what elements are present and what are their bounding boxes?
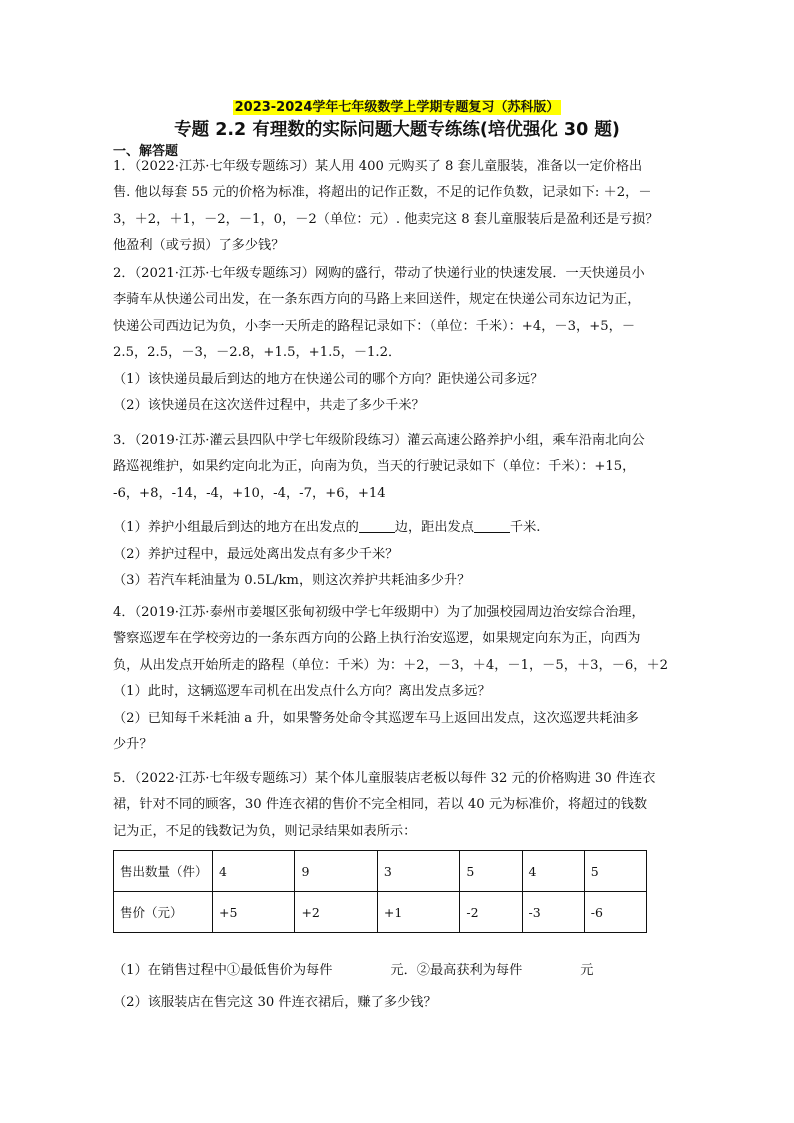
- table-cell: -3: [522, 892, 584, 933]
- q5-sub-question-2: （2）该服装店在售完这 30 件连衣裙后，赚了多少钱？: [113, 995, 437, 1011]
- table-row: [114, 892, 647, 933]
- q3-sub-question-2: （2）养护过程中，最远处离出发点有多少千米？: [113, 546, 399, 562]
- table-cell: 9: [295, 851, 377, 892]
- header-banner: [0, 96, 794, 115]
- q3-line: -6，+8，-14，-4，+10，-4，-7，+6，+14: [113, 485, 386, 501]
- table-cell: -2: [460, 892, 522, 933]
- table-cell: 5: [584, 851, 646, 892]
- q3-sub1-text-c: 千米.: [509, 520, 541, 536]
- q2-line: 李骑车从快递公司出发，在一条东西方向的马路上来回送件，规定在快递公司东边记为正，: [113, 292, 641, 308]
- q3-sub-question-1: [113, 515, 686, 541]
- section-heading: 一、解答题: [113, 144, 179, 159]
- q2-line: 2.5，2.5，－3，－2.8，+1.5，+1.5，－1.2．: [113, 345, 402, 361]
- table-cell: +1: [377, 892, 459, 933]
- q3-sub1-text-b: 边，距出发点: [394, 520, 474, 536]
- q5-line: 裙，针对不同的顾客，30 件连衣裙的售价不完全相同，若以 40 元为标准价，将超过的钱数: [113, 797, 648, 813]
- table-cell: 售出数量（件）: [114, 851, 213, 892]
- q2-line: 快递公司西边记为负，小李一天所走的路程记录如下：（单位：千米）：+4，－3，+5，－: [113, 318, 636, 334]
- q5-sub1-text-c: 元: [580, 963, 594, 978]
- table-cell: 售价（元）: [114, 892, 213, 933]
- header-banner-text: 2023-2024学年七年级数学上学期专题复习（苏科版）: [234, 100, 560, 115]
- q3-sub-question-3: （3）若汽车耗油量为 0.5L/km，则这次养护共耗油多少升？: [113, 573, 471, 589]
- page-title: 专题 2.2 有理数的实际问题大题专练练(培优强化 30 题): [174, 120, 620, 140]
- q5-sub1-text-a: （1）在销售过程中①最低售价为每件: [113, 963, 333, 978]
- table-row: [114, 851, 647, 892]
- q1-line: 售. 他以每套 55 元的价格为标准，将超出的记作正数，不足的记作负数，记录如下: ＋2，－: [113, 185, 652, 201]
- answer-blank: [474, 518, 510, 533]
- table-cell: 5: [460, 851, 522, 892]
- question-3: [113, 428, 686, 594]
- table-cell: 4: [213, 851, 295, 892]
- question-2: [113, 261, 686, 419]
- q2-sub-question: （1）该快递员最后到达的地方在快递公司的哪个方向？距快递公司多远？: [113, 371, 544, 387]
- q4-line: 负，从出发点开始所走的路程（单位：千米）为：＋2，－3，＋4，－1，－5，＋3，－6，＋2: [113, 657, 669, 673]
- q1-line: 他盈利（或亏损）了多少钱？: [113, 238, 285, 254]
- q3-sub1-text-a: （1）养护小组最后到达的地方在出发点的: [113, 520, 359, 536]
- table-cell: +2: [295, 892, 377, 933]
- q1-line: 1．（2022·江苏·七年级专题练习）某人用 400 元购买了 8 套儿童服装，准备以一定价格出: [113, 159, 643, 174]
- q2-line: 2．（2021·江苏·七年级专题练习）网购的盛行，带动了快递行业的快速发展．一天快递员小: [113, 266, 645, 281]
- q4-sub-question: （2）已知每千米耗油 a 升，如果警务处命令其巡逻车马上返回出发点，这次巡逻共耗油多: [113, 710, 639, 726]
- table-cell: 3: [377, 851, 459, 892]
- q1-line: 3，＋2，＋1，－2，－1，0，－2（单位：元）. 他卖完这 8 套儿童服装后是盈利还是亏损？: [113, 211, 659, 227]
- table-cell: -6: [584, 892, 646, 933]
- q4-line: 4．（2019·江苏·泰州市姜堰区张甸初级中学七年级期中）为了加强校园周边治安综合治理，: [113, 605, 645, 620]
- answer-blank: [359, 518, 395, 533]
- question-4: [113, 600, 686, 758]
- question-1: [113, 154, 686, 260]
- table-cell: +5: [213, 892, 295, 933]
- table-cell: 4: [522, 851, 584, 892]
- q5-line: 记为正，不足的钱数记为负，则记录结果如表所示：: [113, 823, 417, 839]
- q5-line: 5．（2022·江苏·七年级专题练习）某个体儿童服装店老板以每件 32 元的价格购进 30 件连衣: [113, 771, 656, 786]
- q5-sub1-text-b: 元．②最高获利为每件: [390, 963, 523, 978]
- q2-sub-question: （2）该快递员在这次送件过程中，共走了多少千米？: [113, 398, 425, 414]
- q4-sub-question: （1）此时，这辆巡逻车司机在出发点什么方向？离出发点多远？: [113, 684, 491, 700]
- q3-line: 3．（2019·江苏·灌云县四队中学七年级阶段练习）灌云高速公路养护小组，乘车沿南北向公: [113, 433, 645, 448]
- sales-table: [113, 850, 647, 933]
- q4-line: 警察巡逻车在学校旁边的一条东西方向的公路上执行治安巡逻，如果规定向东为正，向西为: [113, 631, 641, 647]
- q5-sub-question-1: [113, 958, 686, 984]
- question-5-subs: [113, 958, 686, 1017]
- question-5: [113, 766, 686, 845]
- q4-sub-question: 少升？: [113, 737, 153, 753]
- q3-line: 路巡视维护，如果约定向北为正，向南为负，当天的行驶记录如下（单位：千米）：+15，: [113, 459, 636, 475]
